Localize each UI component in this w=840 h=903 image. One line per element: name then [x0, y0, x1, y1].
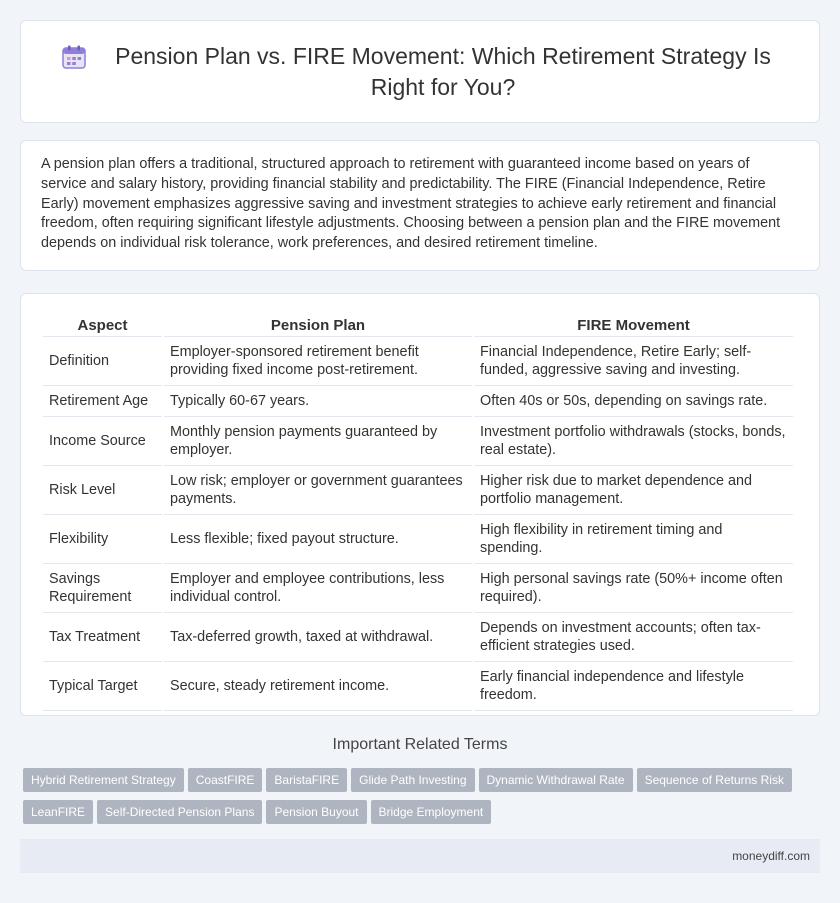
table-row: [43, 661, 793, 711]
related-term-tag[interactable]: LeanFIRE: [23, 800, 93, 824]
table-row: [43, 563, 793, 612]
page-title: Pension Plan vs. FIRE Movement: Which Retirement Strategy Is Right for You?: [115, 42, 771, 100]
row-fire-value: Depends on investment accounts; often tax-efficient strategies used.: [474, 612, 793, 661]
row-pension-value: Secure, steady retirement income.: [164, 661, 472, 711]
column-header-fire-movement: FIRE Movement: [577, 317, 690, 334]
row-pension-value: Low risk; employer or government guarantees payments.: [164, 465, 472, 514]
related-term-tag[interactable]: Hybrid Retirement Strategy: [23, 768, 184, 792]
footer: [20, 839, 820, 873]
row-pension-value: Monthly pension payments guaranteed by employer.: [164, 416, 472, 465]
table-row: [43, 465, 793, 514]
table-header-row: [43, 310, 793, 336]
related-term-tag[interactable]: Sequence of Returns Risk: [637, 768, 792, 792]
row-aspect: Income Source: [43, 416, 162, 465]
row-aspect: Tax Treatment: [43, 612, 162, 661]
row-aspect: Definition: [43, 336, 162, 385]
intro-card: [20, 140, 820, 271]
related-terms-list: [23, 768, 823, 832]
related-term-tag[interactable]: Bridge Employment: [371, 800, 492, 824]
row-fire-value: Often 40s or 50s, depending on savings rate.: [474, 385, 793, 416]
row-fire-value: Higher risk due to market dependence and portfolio management.: [474, 465, 793, 514]
row-fire-value: Early financial independence and lifestyle freedom.: [474, 661, 793, 711]
column-header-aspect: Aspect: [77, 317, 128, 334]
row-fire-value: Financial Independence, Retire Early; self-funded, aggressive saving and investing.: [474, 336, 793, 385]
related-term-tag[interactable]: CoastFIRE: [188, 768, 263, 792]
row-aspect: Risk Level: [43, 465, 162, 514]
row-pension-value: Tax-deferred growth, taxed at withdrawal.: [164, 612, 472, 661]
table-row: [43, 612, 793, 661]
calendar-icon: [61, 44, 87, 70]
row-fire-value: High personal savings rate (50%+ income often required).: [474, 563, 793, 612]
row-pension-value: Typically 60-67 years.: [164, 385, 472, 416]
row-fire-value: High flexibility in retirement timing and spending.: [474, 514, 793, 563]
column-header-pension-plan: Pension Plan: [270, 317, 366, 334]
table-row: [43, 385, 793, 416]
table-row: [43, 514, 793, 563]
intro-paragraph: A pension plan offers a traditional, structured approach to retirement with guaranteed income based on years of service and salary history, providing financial stability and predictability. The FIRE (Financial Independence, Retire Early) movement emphasizes aggressive saving and investment strategies to achieve early retirement and financial freedom, often requiring significant lifestyle adjustments. Choosing between a pension plan and the FIRE movement depends on individual risk tolerance, work preferences, and desired retirement timeline.: [41, 156, 781, 252]
footer-site-link[interactable]: moneydiff.com: [732, 849, 810, 863]
comparison-table-card: [20, 293, 820, 716]
header-card: [20, 20, 820, 123]
related-term-tag[interactable]: Glide Path Investing: [351, 768, 474, 792]
row-aspect: Savings Requirement: [43, 563, 162, 612]
row-fire-value: Investment portfolio withdrawals (stocks, bonds, real estate).: [474, 416, 793, 465]
row-pension-value: Employer-sponsored retirement benefit providing fixed income post-retirement.: [164, 336, 472, 385]
related-term-tag[interactable]: Dynamic Withdrawal Rate: [479, 768, 633, 792]
row-aspect: Typical Target: [43, 661, 162, 711]
table-row: [43, 416, 793, 465]
comparison-table: [41, 310, 795, 711]
related-term-tag[interactable]: Pension Buyout: [266, 800, 366, 824]
row-aspect: Flexibility: [43, 514, 162, 563]
table-row: [43, 336, 793, 385]
row-pension-value: Less flexible; fixed payout structure.: [164, 514, 472, 563]
related-term-tag[interactable]: BaristaFIRE: [266, 768, 347, 792]
row-aspect: Retirement Age: [43, 385, 162, 416]
related-term-tag[interactable]: Self-Directed Pension Plans: [97, 800, 262, 824]
row-pension-value: Employer and employee contributions, less individual control.: [164, 563, 472, 612]
related-terms-heading: Important Related Terms: [332, 736, 508, 753]
